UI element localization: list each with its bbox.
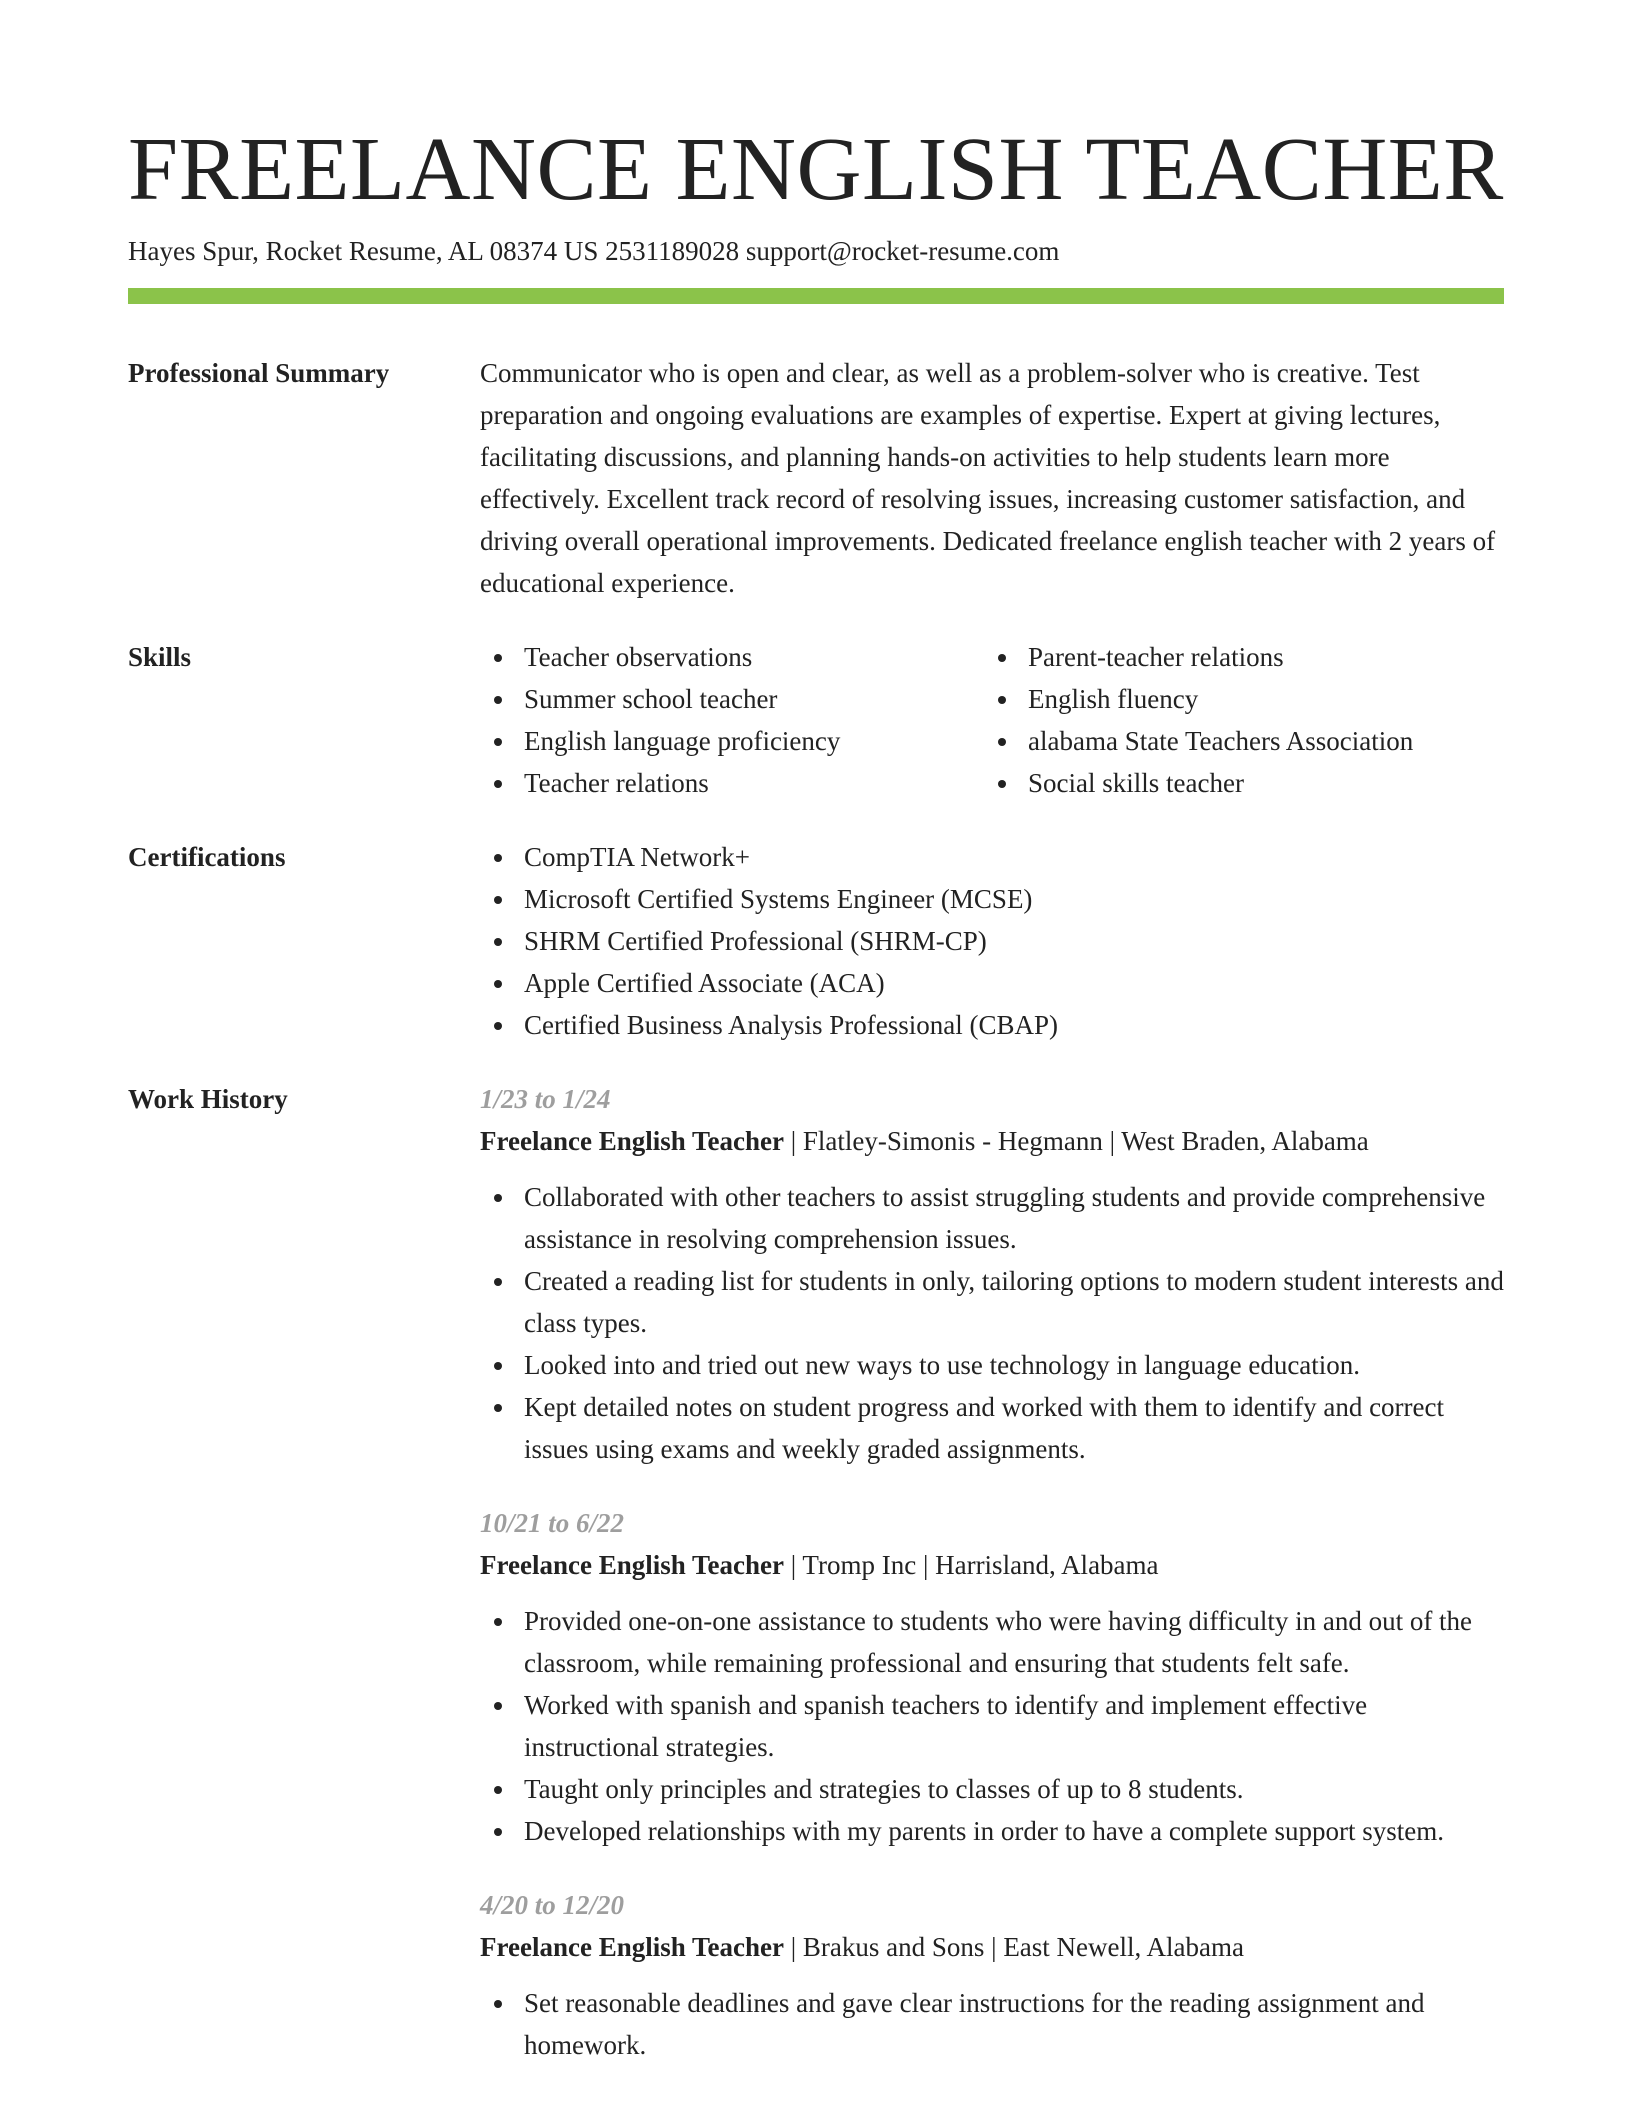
summary-text: Communicator who is open and clear, as well as a problem-solver who is creative. Test preparation and ongoing evaluations are examples of expertise. Expert at giving lectures, facilitating discussions, and planning hands-on activities to help students learn more effectively. Excellent track record of resolving issues, increasing customer satisfaction, and driving overall operational improvements. Dedicated freelance english teacher with 2 years of educational experience. bbox=[480, 358, 1496, 598]
skill-item: Teacher observations bbox=[480, 636, 984, 678]
job-title: Freelance English Teacher bbox=[480, 1550, 784, 1580]
job-bullet: Collaborated with other teachers to assist struggling students and provide comprehensive assistance in resolving comprehension issues. bbox=[480, 1176, 1504, 1260]
job-bullet: Created a reading list for students in only, tailoring options to modern student interests and class types. bbox=[480, 1260, 1504, 1344]
job-company: | Brakus and Sons bbox=[784, 1932, 984, 1962]
contact-line bbox=[128, 234, 1504, 268]
skill-item: Parent-teacher relations bbox=[984, 636, 1488, 678]
job-location: | East Newell, Alabama bbox=[984, 1932, 1244, 1962]
skill-item: Social skills teacher bbox=[984, 762, 1488, 804]
section-title-skills: Skills bbox=[128, 642, 192, 672]
certifications-list bbox=[480, 836, 1504, 1046]
header-divider bbox=[128, 288, 1504, 304]
job-bullet: Kept detailed notes on student progress and worked with them to identify and correct issues using exams and weekly graded assignments. bbox=[480, 1386, 1504, 1470]
section-title-work-history: Work History bbox=[128, 1084, 288, 1114]
job-bullet: Set reasonable deadlines and gave clear instructions for the reading assignment and homework. bbox=[480, 1982, 1504, 2066]
job-bullet: Developed relationships with my parents in order to have a complete support system. bbox=[480, 1810, 1504, 1852]
job-heading bbox=[480, 1120, 1504, 1162]
resume-name: FREELANCE ENGLISH TEACHER bbox=[128, 120, 1504, 219]
skills-list-right bbox=[984, 636, 1488, 804]
job-dates: 4/20 to 12/20 bbox=[480, 1890, 625, 1920]
job-dates: 1/23 to 1/24 bbox=[480, 1084, 611, 1114]
job-company: | Tromp Inc bbox=[784, 1550, 916, 1580]
job-company: | Flatley-Simonis - Hegmann bbox=[784, 1126, 1103, 1156]
skill-item: Teacher relations bbox=[480, 762, 984, 804]
contact-phone: 2531189028 bbox=[605, 236, 740, 266]
contact-email[interactable]: support@rocket-resume.com bbox=[745, 236, 1060, 266]
skill-item: Summer school teacher bbox=[480, 678, 984, 720]
certification-item: Certified Business Analysis Professional (CBAP) bbox=[480, 1004, 1504, 1046]
job-entry bbox=[480, 1078, 1504, 1470]
section-title-summary: Professional Summary bbox=[128, 358, 390, 388]
skills-grid bbox=[480, 636, 1504, 804]
job-location: | West Braden, Alabama bbox=[1103, 1126, 1369, 1156]
contact-address: Hayes Spur, Rocket Resume, AL 08374 US bbox=[128, 236, 599, 266]
work-history-section bbox=[128, 1078, 1504, 2066]
skills-section bbox=[128, 636, 1504, 804]
job-bullet: Taught only principles and strategies to classes of up to 8 students. bbox=[480, 1768, 1504, 1810]
job-bullets bbox=[480, 1600, 1504, 1852]
skill-item: English fluency bbox=[984, 678, 1488, 720]
job-bullet: Provided one-on-one assistance to students who were having difficulty in and out of the classroom, while remaining professional and ensuring that students felt safe. bbox=[480, 1600, 1504, 1684]
certification-item: Apple Certified Associate (ACA) bbox=[480, 962, 1504, 1004]
certification-item: SHRM Certified Professional (SHRM-CP) bbox=[480, 920, 1504, 962]
job-bullet: Looked into and tried out new ways to use technology in language education. bbox=[480, 1344, 1504, 1386]
job-entry bbox=[480, 1884, 1504, 2066]
certifications-section bbox=[128, 836, 1504, 1046]
certification-item: CompTIA Network+ bbox=[480, 836, 1504, 878]
job-dates: 10/21 to 6/22 bbox=[480, 1508, 625, 1538]
certification-item: Microsoft Certified Systems Engineer (MCSE) bbox=[480, 878, 1504, 920]
job-heading bbox=[480, 1926, 1504, 1968]
section-title-certifications: Certifications bbox=[128, 842, 286, 872]
skills-list-left bbox=[480, 636, 984, 804]
job-heading bbox=[480, 1544, 1504, 1586]
job-title: Freelance English Teacher bbox=[480, 1932, 784, 1962]
skill-item: English language proficiency bbox=[480, 720, 984, 762]
job-location: | Harrisland, Alabama bbox=[916, 1550, 1158, 1580]
job-bullet: Worked with spanish and spanish teachers to identify and implement effective instructional strategies. bbox=[480, 1684, 1504, 1768]
job-bullets bbox=[480, 1176, 1504, 1470]
skill-item: alabama State Teachers Association bbox=[984, 720, 1488, 762]
resume-page bbox=[128, 120, 1504, 2066]
job-title: Freelance English Teacher bbox=[480, 1126, 784, 1156]
summary-section bbox=[128, 352, 1504, 604]
job-entry bbox=[480, 1502, 1504, 1852]
job-bullets bbox=[480, 1982, 1504, 2066]
